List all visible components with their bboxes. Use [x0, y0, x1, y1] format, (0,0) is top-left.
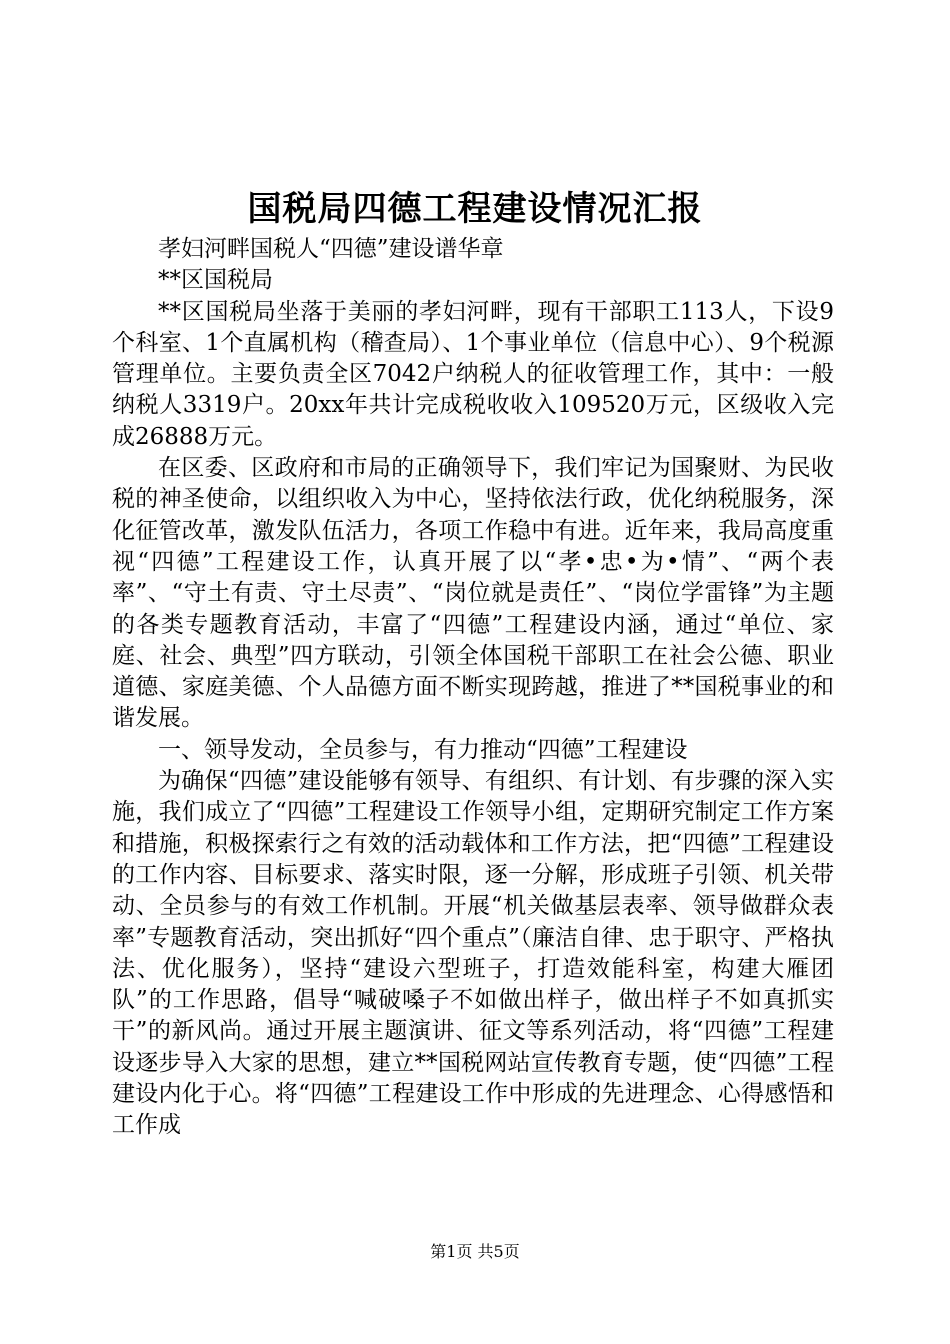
- body-paragraph: **区国税局坐落于美丽的孝妇河畔，现有干部职工113人，下设9个科室、1个直属机构（稽查局）、1个事业单位（信息中心）、9个税源管理单位。主要负责全区7042户纳税人的征收管理工作，其中：一般纳税人3319户。20xx年共计完成税收收入109520万元，区级收入完成26888万元。: [112, 298, 834, 450]
- document-body: [112, 234, 834, 1142]
- section-heading: 一、领导发动，全员参与，有力推动“四德”工程建设: [158, 736, 688, 763]
- body-paragraph: 在区委、区政府和市局的正确领导下，我们牢记为国聚财、为民收税的神圣使命，以组织收入为中心，坚持依法行政，优化纳税服务，深化征管改革，激发队伍活力，各项工作稳中有进。近年来，我局高度重视“四德”工程建设工作，认真开展了以“孝•忠•为•情”、“两个表率”、“守土有责、守土尽责”、“岗位就是责任”、“岗位学雷锋”为主题的各类专题教育活动，丰富了“四德”工程建设内涵，通过“单位、家庭、社会、典型”四方联动，引领全体国税干部职工在社会公德、职业道德、家庭美德、个人品德方面不断实现跨越，推进了**国税事业的和谐发展。: [112, 455, 834, 732]
- document-title: 国税局四德工程建设情况汇报: [247, 189, 703, 229]
- page-number-footer: 第1页 共5页: [430, 1242, 520, 1261]
- body-paragraph: 为确保“四德”建设能够有领导、有组织、有计划、有步骤的深入实施，我们成立了“四德”工程建设工作领导小组，定期研究制定工作方案和措施，积极探索行之有效的活动载体和工作方法，把“四德”工程建设的工作内容、目标要求、落实时限，逐一分解，形成班子引领、机关带动、全员参与的有效工作机制。开展“机关做基层表率、领导做群众表率”专题教育活动，突出抓好“四个重点”（廉洁自律、忠于职守、严格执法、优化服务），坚持“建设六型班子，打造效能科室，构建大雁团队”的工作思路，倡导“喊破嗓子不如做出样子，做出样子不如真抓实干”的新风尚。通过开展主题演讲、征文等系列活动，将“四德”工程建设逐步导入大家的思想，建立**国税网站宣传教育专题，使“四德”工程建设内化于心。将“四德”工程建设工作中形成的先进理念、心得感悟和工作成: [112, 768, 834, 1139]
- author-line: **区国税局: [158, 267, 273, 294]
- subtitle-line: 孝妇河畔国税人“四德”建设谱华章: [158, 236, 504, 262]
